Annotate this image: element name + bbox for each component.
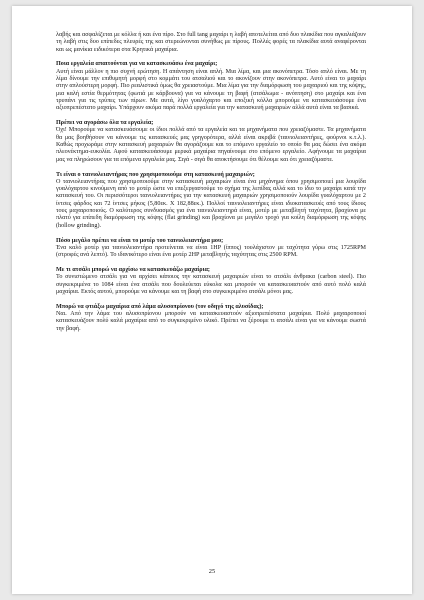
section-heading: Πρέπει να αγοράσω όλα τα εργαλεία; [56,120,154,127]
page-content [56,32,366,333]
section-body: Όχι! Μπορούμε να κατασκευάσουμε οι ίδιοι πολλά από τα εργαλεία και τα μηχανήματα που χρειαζόμαστε. Τα μηχανήματα θα μας βοηθήσουν να κάνουμε τις κατασκευές μας γρηγορότερα, αλλά είναι ακριβά (ταινιολειαντήρες, φούρνοι κ.τ.λ.). Καθώς προχωράμε στην κατασκευή μαχαιριών θα αγοράζουμε και το επόμενο εργαλείο το οποίο θα μας δώσει ένα ακόμα πλεονέκτημα-ευκολία. Αφού κατασκευάσουμε μερικά μαχαίρια πηγαίνουμε στο επόμενο εργαλείο. Αφήνουμε τα μαχαίρια μας να πληρώσουν για τα επόμενα εργαλεία μας. Σιγά - σιγά θα αποκτήσουμε ότι θέλουμε και ότι χρειαζόμαστε. [56,127,366,163]
section-heading: Μπορώ να φτιάξω μαχαίρια από λάμα αλυσοπρίονου (τον οδηγό της αλυσίδας); [56,303,264,310]
section-belt-grinder [56,172,366,230]
section-tools-required [56,61,366,112]
section-body: Ναι. Από την λάμα του αλυσοπρίονου μπορούν να κατασκευαστούν αξιοπρεπέστατα μαχαίρια. Πολύ μαχαιροποιοί κατασκευάζουν πολύ καλά μαχαίρια από το συγκεκριμένο υλικό. Πρέπει να ξέρουμε τι ατσάλι είναι για να κάνουμε σωστά την βαφή. [56,311,366,332]
section-buy-tools [56,120,366,164]
section-heading: Τι είναι ο ταινιολειαντήρας που χρησιμοποιούμε στη κατασκευή μαχαιριών; [56,171,255,178]
intro-paragraph: λαβής και ασφαλίζεται με κόλλα ή και ένα πίρο. Στο full tang μαχαίρι η λαβή αποτελείται από δυο πλακίδια που αγκαλιάζουν τη λαβή στις δυο επίπεδες πλευρές της και στερεώνονται συνήθως με πίρους. Πολλές φορές τα πλακίδια αυτά αναφέρονται και ως μανίκια ειδικότερα στα Κρητικά μαχαίρια. [56,32,366,53]
document-page [12,6,412,594]
page-number: 25 [208,568,216,575]
section-body: Αυτή είναι μάλλον η πιο συχνή ερώτηση. Η απάντηση είναι απλή. Μια λίμα, και μια ακονόπετρα. Τόσο απλό είναι. Με τη λίμα δίνουμε την επιθυμητή μορφή στο κομμάτι του ατσαλιού και το ακονίζουν στην ακονόπετρα. Αυτό είναι το μαχαίρι στην απλούστερη μορφή. Πιο ρεαλιστικά όμως θα χρειαστούμε. Μια λίμα για την διαμόρφωση του μαχαιριού και της κόψης, μια καλή εστία θερμότητας (φωτιά με κάρβουνα) για να κάνουμε τη βαφή (ατσάλωμα - ανόπτηση) στο μαχαίρι και ένα τρυπάνι για τις τρύπες των πίρων. Με αυτά, λίγο γυαλόχαρτο και εποξική κόλλα μπορούμε να κατασκευάσουμε ένα αξιοπρεπέστατο μαχαίρι. Υπάρχουν ακόμα παρά πολλά εργαλεία για την κατασκευή μαχαιριών αλλά αυτά είναι τα βασικά. [56,68,366,112]
section-chainsaw-bar [56,304,366,333]
section-body: Ο ταινιολειαντήρας που χρησιμοποιούμε στην κατασκευή μαχαιριών είναι ένα μηχάνημα όπου χρησιμοποιεί μια λουρίδα γυαλόχαρτου κινούμενη από το μοτέρ ώστε να επεξεργαστούμε το σχήμα της λεπίδας αλλά και το ίδιο το μαχαίρι κατά την κατασκευή του. Οι περισσότεροι ταινιολειαντήρες για την κατασκευή μαχαιριών χρησιμοποιούν λουρίδα γυαλόχαρτου με 2 ίντσες φάρδος και 72 ίντσες μήκος (5,80εκ. Χ 182,88εκ.). Πολλοί ταινιολειαντήρες είναι ιδιοκατασκευές από τους ίδιους τους μαχαιροποιούς. Ο καλύτερος συνδυασμός για ένα ταινιολειαντηρά είναι, μοτέρ με μεταβλητή ταχύτητα, βραχίονα με πλατύ για επίπεδη διαμόρφωση της κόψης (flat grinding) και βραχίονα με μεγάλο τροχό για κοίλη διαμόρφωση της κόψης (hollow grinding). [56,178,366,229]
section-steel-choice [56,267,366,296]
section-heading: Με τι ατσάλι μπορώ να αρχίσω να κατασκευάζω μαχαίρια; [56,266,210,273]
section-body: Το συνιστώμενο ατσάλι για να αρχίσει κάποιος την κατασκευή μαχαιριών είναι το ατσάλι άνθρακα (carbon steel). Πιο συγκεκριμένα το 1084 είναι ένα ατσάλι που δουλεύεται εύκολα και μπορούν να κατασκευαστούν από αυτό πολύ καλά μαχαίρια. Εκτός αυτού, μπορούμε να κάνουμε και τη βαφή στο συγκεκριμένο ατσάλι μόνοι μας. [56,274,366,295]
section-heading: Ποια εργαλεία απαιτούνται για να κατασκευάσω ένα μαχαίρι; [56,61,218,68]
section-motor-size [56,238,366,260]
section-body: Ένα καλό μοτέρ για ταινιολειαντήρα προτείνεται να είναι 1HP (ίππος) τουλάχιστον με ταχύτητα γύρω στις 1725RPM (στροφές ανά λεπτό). Το ιδανικότερο είναι ένα μοτέρ 2HP μεταβλητής ταχύτητας στις 2500 RPM. [56,244,366,259]
section-heading: Πόσο μεγάλο πρέπει να είναι το μοτέρ του ταινιολειαντήρα μου; [56,237,224,244]
